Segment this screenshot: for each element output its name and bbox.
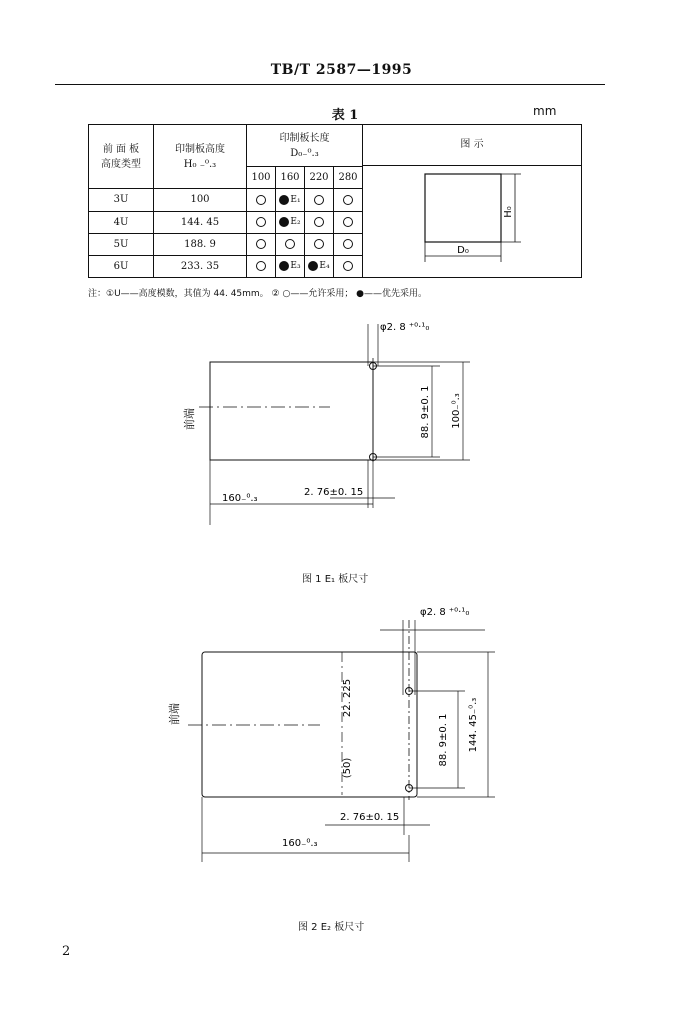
offset-label: 2. 76±0. 15 <box>340 812 400 823</box>
col-header-height <box>154 125 247 189</box>
allowed-circle-icon <box>256 195 266 205</box>
row-height: 188. 9 <box>154 233 247 255</box>
col-header-height-line2: H₀ ₋⁰.₃ <box>183 158 217 170</box>
col-header-type-line1: 前 面 板 <box>102 143 140 155</box>
preferred-circle-icon <box>308 261 318 271</box>
col-header-length-line2: D₀₋⁰.₃ <box>290 147 319 159</box>
height-dim-label: H₀ <box>503 206 514 218</box>
lower-dim-label: (50) <box>342 757 353 779</box>
figure1-drawing <box>0 310 683 550</box>
option-cell <box>276 255 305 277</box>
option-cell <box>276 211 305 233</box>
allowed-circle-icon <box>343 195 353 205</box>
option-cell <box>334 255 363 277</box>
allowed-circle-icon <box>314 217 324 227</box>
pitch-label: 88. 9±0. 1 <box>420 385 431 439</box>
board-outline-diagram <box>363 166 581 274</box>
allowed-circle-icon <box>256 217 266 227</box>
option-cell <box>305 255 334 277</box>
length-col-280: 280 <box>334 167 363 189</box>
board-code-label: E₄ <box>319 261 330 272</box>
document-header: TB/T 2587—1995 <box>270 62 413 78</box>
col-header-type-line2: 高度类型 <box>101 158 141 170</box>
preferred-circle-icon <box>279 261 289 271</box>
figure2-caption: 图 2 E₂ 板尺寸 <box>298 922 365 933</box>
row-type: 5U <box>89 233 154 255</box>
option-cell <box>247 189 276 211</box>
length-label: 160₋⁰.₃ <box>222 493 258 504</box>
hole-dia-label: φ2. 8 ⁺⁰·¹₀ <box>420 607 470 618</box>
option-cell <box>247 211 276 233</box>
length-col-100: 100 <box>247 167 276 189</box>
option-cell <box>305 233 334 255</box>
height-label: 144. 45₋⁰.₃ <box>468 697 479 753</box>
option-cell <box>334 211 363 233</box>
preferred-circle-icon <box>279 195 289 205</box>
row-height: 100 <box>154 189 247 211</box>
diagram-cell <box>363 125 582 278</box>
row-height: 144. 45 <box>154 211 247 233</box>
board-outline <box>425 174 501 242</box>
length-dim-label: D₀ <box>457 245 469 256</box>
col-header-height-line1: 印制板高度 <box>175 143 225 155</box>
allowed-circle-icon <box>343 261 353 271</box>
front-label: 前端 <box>168 703 181 725</box>
board-code-label: E₁ <box>290 194 301 205</box>
hole-dia-label: φ2. 8 ⁺⁰·¹₀ <box>380 322 430 333</box>
upper-dim-label: 22. 225 <box>342 678 353 718</box>
allowed-circle-icon <box>256 261 266 271</box>
board-e2-outline <box>202 652 417 797</box>
table-unit: mm <box>533 104 557 118</box>
board-code-label: E₂ <box>290 217 301 228</box>
length-col-220: 220 <box>305 167 334 189</box>
row-type: 6U <box>89 255 154 277</box>
board-code-label: E₃ <box>290 261 301 272</box>
board-e1-outline <box>210 362 373 460</box>
row-height: 233. 35 <box>154 255 247 277</box>
option-cell <box>334 189 363 211</box>
header-rule <box>55 84 605 85</box>
option-cell <box>247 233 276 255</box>
pitch-label: 88. 9±0. 1 <box>438 713 449 767</box>
col-header-length <box>247 125 363 167</box>
preferred-circle-icon <box>279 217 289 227</box>
spec-table <box>88 124 582 278</box>
option-cell <box>276 189 305 211</box>
front-label: 前端 <box>183 408 196 430</box>
allowed-circle-icon <box>285 239 295 249</box>
row-type: 3U <box>89 189 154 211</box>
col-header-type <box>89 125 154 189</box>
length-label: 160₋⁰.₃ <box>282 838 318 849</box>
option-cell <box>305 211 334 233</box>
offset-label: 2. 76±0. 15 <box>304 487 364 498</box>
figure1-caption: 图 1 E₁ 板尺寸 <box>302 574 369 585</box>
length-col-160: 160 <box>276 167 305 189</box>
allowed-circle-icon <box>256 239 266 249</box>
allowed-circle-icon <box>343 217 353 227</box>
height-label: 100₋⁰.₃ <box>451 393 462 429</box>
page-number: 2 <box>62 944 71 959</box>
col-header-diagram: 图 示 <box>363 125 581 166</box>
allowed-circle-icon <box>314 195 324 205</box>
figure2-drawing <box>0 600 683 870</box>
table-title: 表 1 <box>331 108 359 123</box>
table-note: 注：①U——高度模数，其值为 44. 45mm。 ② ○——允许采用； ●——优先采用。 <box>88 289 428 299</box>
row-type: 4U <box>89 211 154 233</box>
allowed-circle-icon <box>343 239 353 249</box>
allowed-circle-icon <box>314 239 324 249</box>
option-cell <box>334 233 363 255</box>
option-cell <box>305 189 334 211</box>
option-cell <box>276 233 305 255</box>
col-header-length-line1: 印制板长度 <box>279 132 330 144</box>
option-cell <box>247 255 276 277</box>
